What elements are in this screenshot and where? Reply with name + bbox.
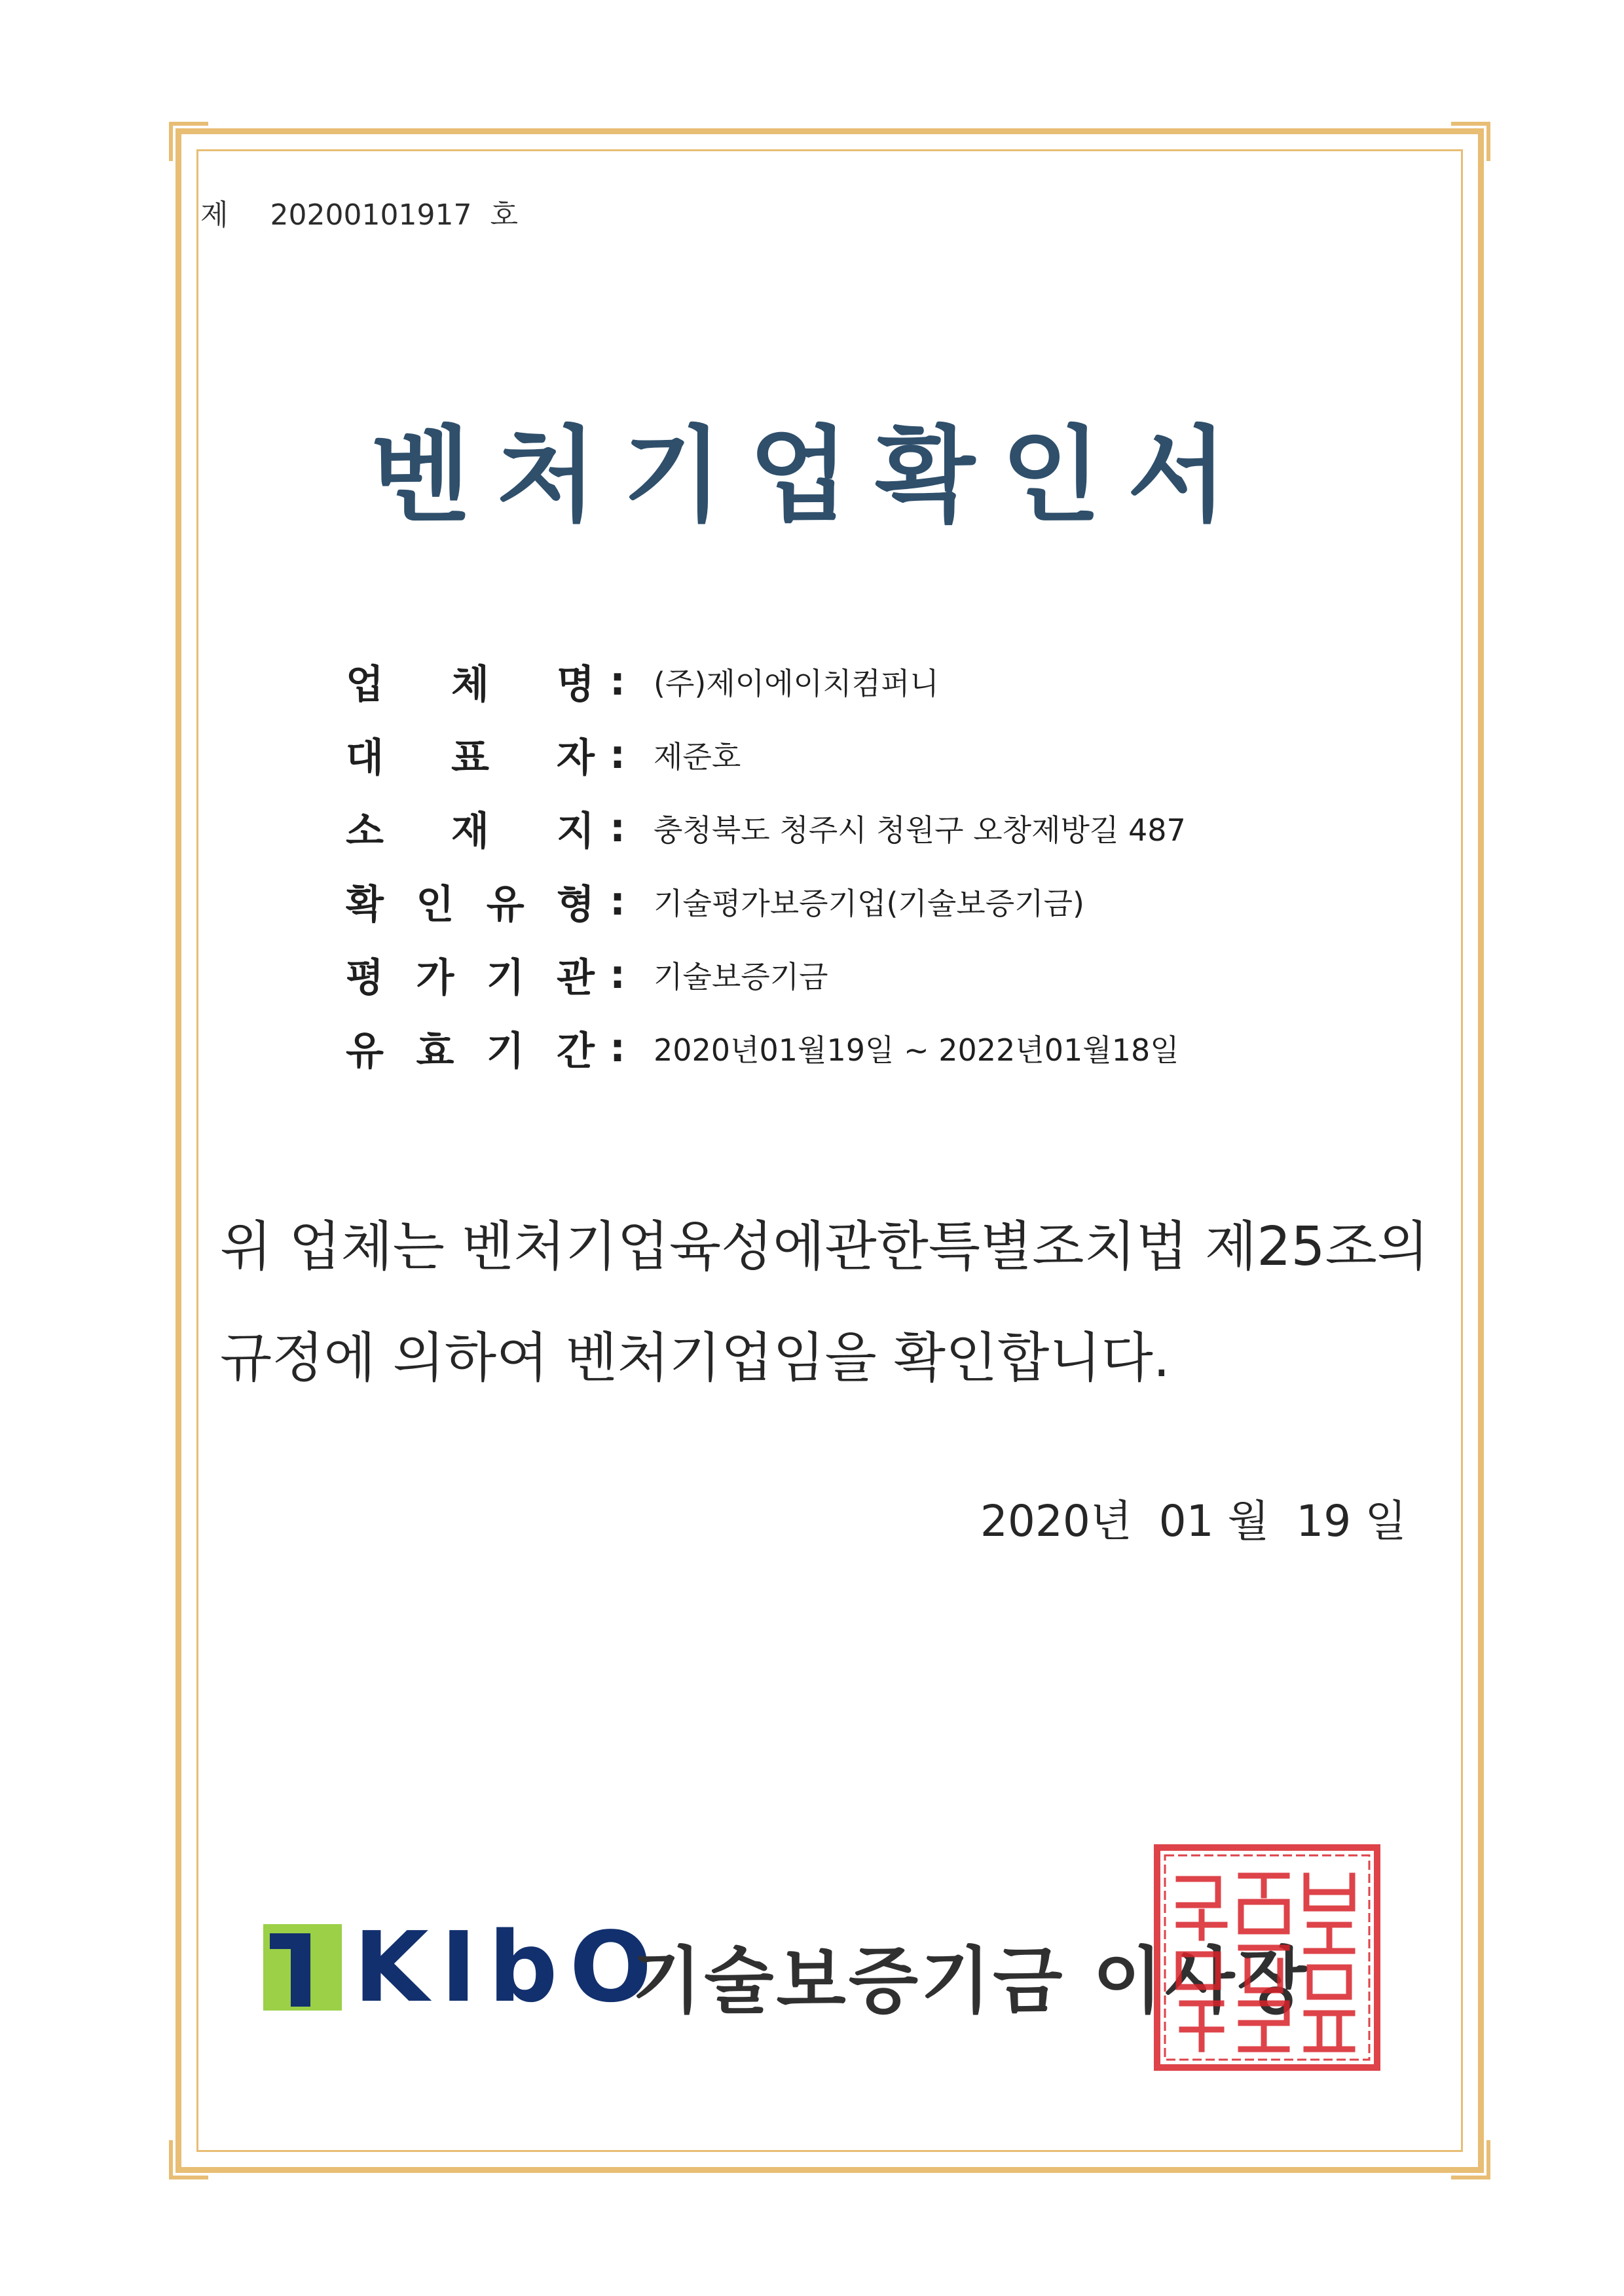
issuer-name: 기술보증기금 이사장: [632, 1939, 1310, 2023]
field-label: [346, 653, 595, 710]
issue-month: 01 월: [1158, 1496, 1270, 1546]
field-value: (주)제이에이치컴퍼니: [654, 666, 939, 701]
statement-line-1: 위 업체는 벤처기업육성에관한특별조치법 제25조의: [220, 1216, 1429, 1278]
field-representative: [346, 718, 1328, 792]
label-char: 대: [346, 735, 384, 781]
field-colon: :: [610, 659, 625, 704]
label-char: 유: [486, 882, 525, 928]
field-label: [346, 1020, 595, 1076]
field-confirmation-type: [346, 865, 1328, 938]
issue-day: 19 일: [1296, 1496, 1407, 1546]
label-char: 형: [557, 882, 595, 928]
certificate-number-value: 20200101917: [270, 198, 472, 232]
label-char: 효: [416, 1029, 454, 1074]
certificate-number: [200, 191, 518, 233]
label-char: 가: [416, 955, 454, 1001]
field-evaluation-agency: [346, 938, 1328, 1011]
label-char: 유: [346, 1029, 384, 1074]
label-char: 평: [346, 955, 384, 1001]
field-label: [346, 800, 595, 856]
confirmation-statement: [220, 1192, 1438, 1414]
label-char: 간: [557, 1029, 595, 1074]
label-char: 재: [451, 809, 489, 854]
field-address: [346, 792, 1328, 865]
label-char: 기: [486, 1029, 525, 1074]
issue-date: [967, 1486, 1407, 1548]
field-label: [346, 727, 595, 783]
field-value: 기술평가보증기업(기술보증기금): [654, 886, 1084, 921]
label-char: 확: [346, 882, 384, 928]
border-corner-ornament: [169, 2140, 208, 2179]
certificate-number-suffix: 호: [490, 198, 518, 232]
field-colon: :: [610, 879, 625, 924]
field-value: 충청북도 청주시 청원구 오창제방길 487: [654, 812, 1186, 848]
label-char: 기: [486, 955, 525, 1001]
field-colon: :: [610, 1025, 625, 1071]
kibo-logo-mark: [263, 1924, 342, 2011]
field-label: [346, 947, 595, 1003]
field-value: 제준호: [654, 739, 741, 774]
label-char: 소: [346, 809, 384, 854]
issue-year: 2020년: [980, 1496, 1132, 1546]
certificate-number-prefix: 제: [200, 198, 229, 232]
field-value: 2020년01월19일 ~ 2022년01월18일: [654, 1032, 1179, 1068]
statement-line-2: 규정에 의하여 벤처기업임을 확인합니다.: [220, 1327, 1170, 1389]
certificate-fields: [346, 645, 1328, 1085]
kibo-logo: [263, 1911, 664, 2024]
kibo-logo-text: KIbO: [354, 1911, 664, 2024]
label-char: 인: [416, 882, 454, 928]
field-label: [346, 873, 595, 930]
label-char: 표: [451, 735, 489, 781]
label-char: 지: [557, 809, 595, 854]
official-seal-stamp: [1149, 1840, 1385, 2075]
field-value: 기술보증기금: [654, 959, 828, 994]
field-colon: :: [610, 732, 625, 778]
border-corner-ornament: [1451, 2140, 1490, 2179]
field-validity-period: [346, 1011, 1328, 1085]
label-char: 명: [557, 662, 595, 708]
document-title: 벤처기업확인서: [370, 415, 1254, 536]
border-corner-ornament: [169, 122, 208, 161]
label-char: 체: [451, 662, 489, 708]
border-corner-ornament: [1451, 122, 1490, 161]
label-char: 관: [557, 955, 595, 1001]
field-company-name: [346, 645, 1328, 718]
label-char: 자: [557, 735, 595, 781]
label-char: 업: [346, 662, 384, 708]
field-colon: :: [610, 805, 625, 851]
field-colon: :: [610, 952, 625, 998]
